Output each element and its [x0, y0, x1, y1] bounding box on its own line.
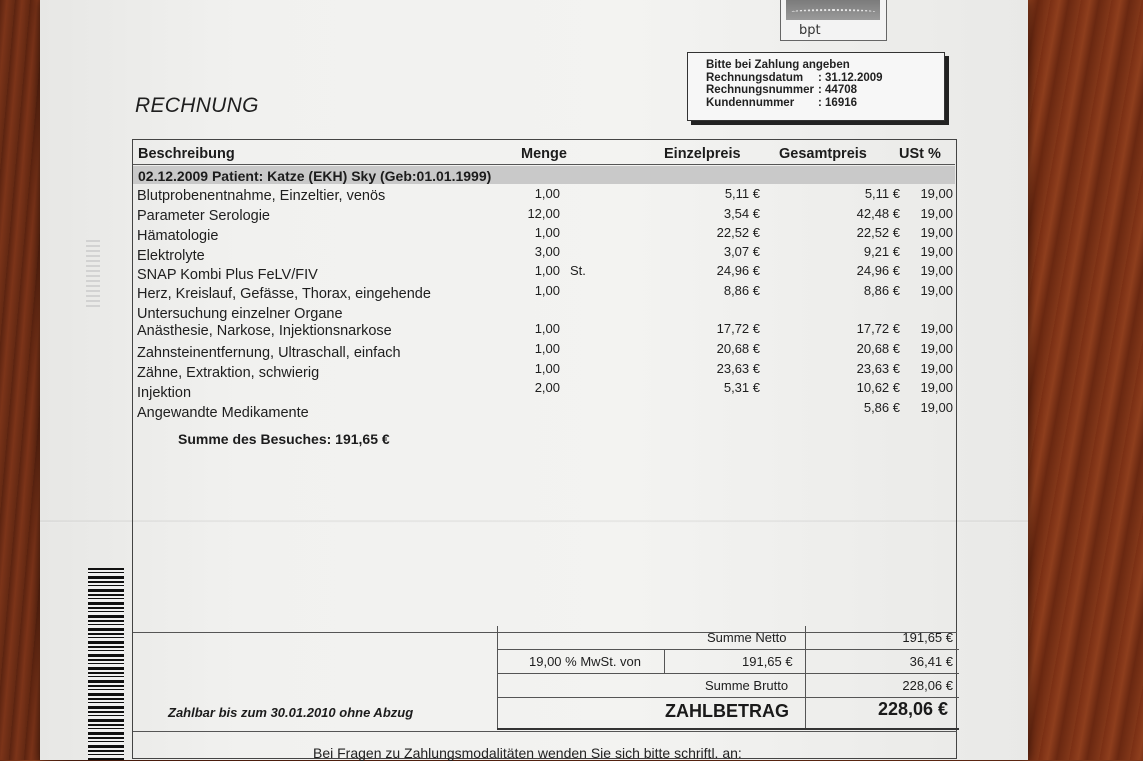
item-unit-price: 5,11 €: [724, 186, 760, 201]
item-total-price: 42,48 €: [856, 206, 900, 221]
item-description: Anästhesie, Narkose, Injektionsnarkose: [137, 323, 392, 339]
item-vat-rate: 19,00: [920, 283, 953, 298]
payment-reference-box: [687, 52, 945, 121]
item-description: Elektrolyte: [137, 248, 205, 264]
vat-row: [497, 650, 959, 674]
item-total-price: 22,52 €: [856, 225, 900, 240]
brutto-value: 228,06 €: [902, 678, 953, 693]
invoice-date-value: : 31.12.2009: [818, 71, 883, 84]
invoice-number-value: : 44708: [818, 84, 858, 96]
brutto-label: Summe Brutto: [705, 678, 789, 693]
item-unit-price: 22,52 €: [716, 225, 760, 240]
item-description: Injektion: [137, 385, 192, 401]
patient-line: 02.12.2009 Patient: Katze (EKH) Sky (Geb:01.01.1999): [138, 168, 492, 184]
footer-divider: [133, 731, 957, 732]
item-description: Blutprobenentnahme, Einzeltier, venös: [137, 188, 386, 204]
header-description: Beschreibung: [138, 146, 235, 162]
payment-amount-label: ZAHLBETRAG: [665, 701, 789, 721]
item-vat-rate: 19,00: [920, 206, 953, 221]
item-quantity: 2,00: [534, 380, 560, 395]
item-quantity: 1,00: [534, 263, 560, 278]
item-total-price: 8,86 €: [863, 283, 900, 298]
item-description: Zahnsteinentfernung, Ultraschall, einfach: [137, 345, 401, 361]
item-quantity: 3,00: [534, 244, 560, 259]
item-unit-price: 5,31 €: [723, 380, 760, 395]
invoice-number-row: [706, 84, 944, 97]
vat-value: 36,41 €: [909, 654, 953, 669]
item-total-price: 5,11 €: [864, 186, 900, 201]
item-total-price: 17,72 €: [856, 321, 900, 336]
vat-label: 19,00 % MwSt. von: [529, 654, 641, 669]
item-total-price: 20,68 €: [856, 341, 900, 356]
item-unit-price: 3,54 €: [723, 206, 760, 221]
item-total-price: 23,63 €: [856, 361, 900, 376]
brutto-row: [497, 674, 959, 698]
invoice-number-label: Rechnungsnummer: [706, 84, 814, 96]
header-divider: [133, 164, 955, 165]
summary-cell-divider: [805, 626, 806, 649]
item-total-price: 10,62 €: [856, 380, 900, 395]
invoice-date-label: Rechnungsdatum: [706, 71, 804, 84]
item-quantity: 1,00: [534, 225, 560, 240]
item-unit-price: 8,86 €: [723, 283, 760, 298]
customer-number-value: : 16916: [818, 96, 858, 109]
item-vat-rate: 19,00: [920, 244, 953, 259]
netto-label: Summe Netto: [707, 630, 787, 645]
footer-contact-note: Bei Fragen zu Zahlungsmodalitäten wenden Sie sich bitte schriftl. an:: [313, 745, 742, 761]
header-vat: USt %: [899, 146, 941, 162]
header-unit-price: Einzelpreis: [664, 146, 741, 162]
item-description: Parameter Serologie: [137, 208, 270, 224]
visit-sum: Summe des Besuches: 191,65 €: [178, 431, 390, 447]
item-vat-rate: 19,00: [920, 186, 953, 201]
item-vat-rate: 19,00: [920, 361, 953, 376]
item-description: Hämatologie: [137, 228, 219, 244]
header-total-price: Gesamtpreis: [779, 146, 867, 162]
logo-text: bpt: [799, 23, 821, 38]
customer-number-row: [706, 97, 944, 110]
invoice-date-row: [706, 72, 944, 85]
item-quantity: 12,00: [527, 206, 560, 221]
item-quantity: 1,00: [534, 361, 560, 376]
item-vat-rate: 19,00: [920, 400, 953, 415]
item-description: SNAP Kombi Plus FeLV/FIV: [137, 267, 318, 283]
summary-cell-divider: [805, 650, 806, 673]
item-quantity: 1,00: [534, 341, 560, 356]
item-quantity: 1,00: [534, 186, 560, 201]
due-date-note: Zahlbar bis zum 30.01.2010 ohne Abzug: [168, 705, 414, 720]
summary-cell-divider: [805, 698, 806, 728]
item-unit-price: 23,63 €: [716, 361, 760, 376]
payment-amount-value: 228,06 €: [878, 699, 949, 719]
item-quantity: 1,00: [534, 283, 560, 298]
faint-print-mark: [86, 240, 100, 310]
payment-reference-heading: Bitte bei Zahlung angeben: [706, 59, 850, 71]
item-description: Herz, Kreislauf, Gefässe, Thorax, eingehende: [137, 286, 431, 302]
barcode: [88, 568, 124, 760]
item-description: Zähne, Extraktion, schwierig: [137, 365, 320, 381]
item-description: Untersuchung einzelner Organe: [137, 306, 343, 322]
item-total-price: 5,86 €: [863, 400, 900, 415]
item-total-price: 24,96 €: [856, 263, 900, 278]
item-vat-rate: 19,00: [920, 341, 953, 356]
item-vat-rate: 19,00: [920, 321, 953, 336]
item-unit-price: 3,07 €: [723, 244, 760, 259]
summary-cell-divider: [805, 674, 806, 697]
summary-cell-divider: [664, 650, 665, 673]
customer-number-label: Kundennummer: [706, 96, 795, 109]
item-vat-rate: 19,00: [920, 380, 953, 395]
vat-base: 191,65 €: [742, 654, 793, 669]
netto-value: 191,65 €: [902, 630, 953, 645]
item-unit-price: 24,96 €: [716, 263, 760, 278]
item-quantity: 1,00: [534, 321, 560, 336]
document-title: RECHNUNG: [135, 94, 259, 117]
item-unit-price: 17,72 €: [716, 321, 760, 336]
wood-background-right: [1020, 0, 1143, 760]
item-description: Angewandte Medikamente: [137, 405, 309, 421]
item-unit-price: 20,68 €: [716, 341, 760, 356]
item-unit: St.: [570, 263, 586, 278]
header-quantity: Menge: [521, 146, 567, 162]
item-total-price: 9,21 €: [863, 244, 900, 259]
item-vat-rate: 19,00: [920, 225, 953, 240]
item-vat-rate: 19,00: [920, 263, 953, 278]
netto-row: [497, 626, 959, 650]
